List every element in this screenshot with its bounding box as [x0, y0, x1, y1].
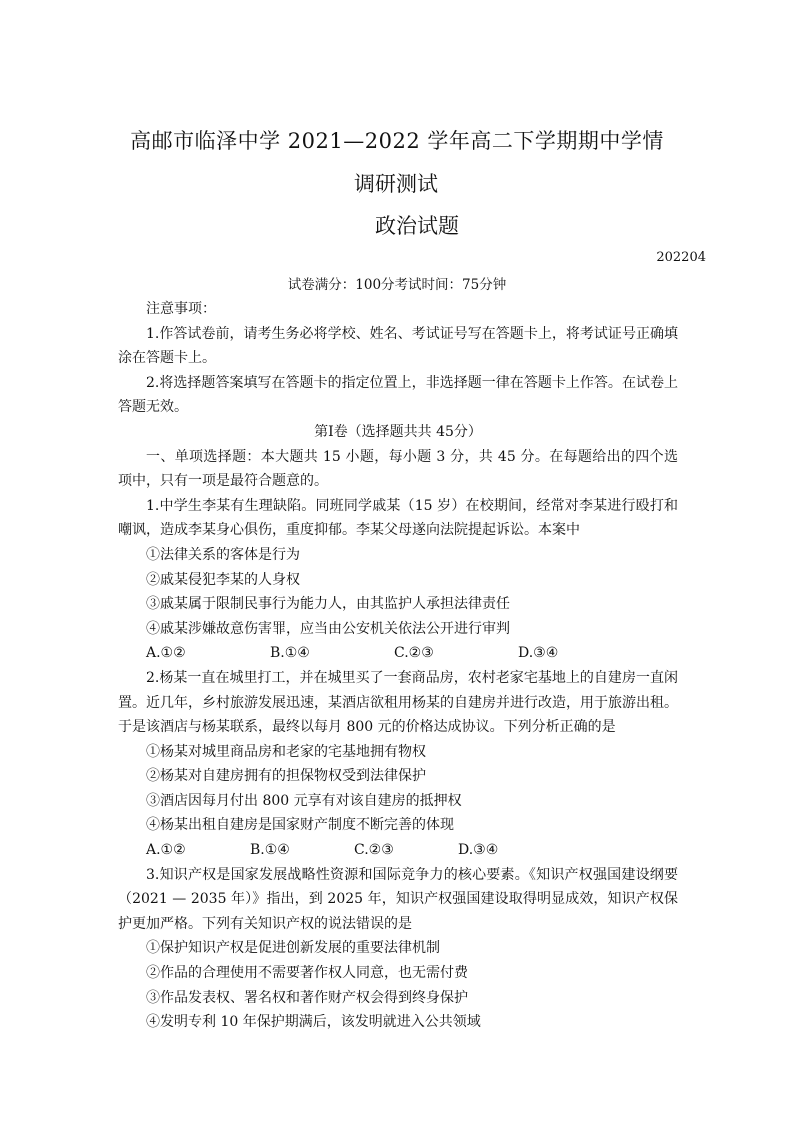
choice-d: D.③④	[518, 645, 559, 662]
choice-c: C.②③	[354, 842, 394, 859]
choice-b: B.①④	[270, 645, 310, 662]
question-statement: ④发明专利 10 年保护期满后，该发明就进入公共领域	[146, 1014, 481, 1031]
notes-heading: 注意事项：	[146, 301, 216, 317]
section-title: 第Ⅰ卷（选择题共共 45分）	[314, 423, 482, 440]
exam-title-continued: 调研测试	[354, 172, 438, 196]
question-stem: 1.中学生李某有生理缺陷。同班同学戚某（15 岁）在校期间，经常对李某进行殴打和嘲讽，造成李某身心俱伤，重度抑郁。李某父母遂向法院提起诉讼。本案中	[118, 497, 678, 539]
choice-d: D.③④	[458, 842, 499, 859]
question-stem: 3.知识产权是国家发展战略性资源和国际竞争力的核心要素。《知识产权强国建设纲要（2021 — 2035 年）》指出，到 2025 年，知识产权强国建设取得明显成效，知识产权保护更加严格。下列有关知识产权的说法错误的是	[118, 866, 678, 932]
choice-a: A.①②	[146, 842, 186, 859]
question-statement: ②戚某侵犯李某的人身权	[146, 571, 300, 588]
date-code: 202204	[656, 250, 706, 265]
question-statement: ①法律关系的客体是行为	[146, 546, 300, 563]
answer-choices	[118, 838, 678, 863]
choice-b: B.①④	[250, 842, 290, 859]
question-statement: ③戚某属于限制民事行为能力人，由其监护人承担法律责任	[146, 596, 510, 613]
question-statement: ③作品发表权、署名权和著作财产权会得到终身保护	[146, 989, 468, 1006]
question-statement: ①保护知识产权是促进创新发展的重要法律机制	[146, 940, 440, 957]
question-statement: ④戚某涉嫌故意伤害罪，应当由公安机关依法公开进行审判	[146, 620, 510, 637]
question-stem: 2.杨某一直在城里打工，并在城里买了一套商品房，农村老家宅基地上的自建房一直闲置。近几年，乡村旅游发展迅速，某酒店欲租用杨某的自建房并进行改造，用于旅游出租。于是该酒店与杨某联系，最终以每月 800 元的价格达成协议。下列分析正确的是	[118, 669, 678, 736]
exam-info: 试卷满分：100分考试时间：75分钟	[287, 277, 507, 293]
choice-c: C.②③	[394, 645, 434, 662]
answer-choices	[118, 641, 678, 666]
question-statement: ①杨某对城里商品房和老家的宅基地拥有物权	[146, 743, 426, 760]
subject-title: 政治试题	[375, 214, 459, 238]
choice-a: A.①②	[146, 645, 186, 662]
exam-title: 高邮市临泽中学 2021—2022 学年高二下学期期中学情	[130, 129, 664, 153]
exam-body	[118, 297, 678, 1035]
question-statement: ③酒店因每月付出 800 元享有对该自建房的抵押权	[146, 792, 462, 809]
note-item: 1.作答试卷前，请考生务必将学校、姓名、考试证号写在答题卡上，将考试证号正确填涂在答题卡上。	[118, 325, 678, 367]
question-statement: ②杨某对自建房拥有的担保物权受到法律保护	[146, 768, 426, 785]
question-statement: ④杨某出租自建房是国家财产制度不断完善的体现	[146, 817, 454, 834]
section-instruction: 一、单项选择题：本大题共 15 小题，每小题 3 分，共 45 分。在每题给出的四个选项中，只有一项是最符合题意的。	[118, 448, 678, 490]
question-statement: ②作品的合理使用不需要著作权人同意，也无需付费	[146, 965, 468, 982]
note-item: 2.将选择题答案填写在答题卡的指定位置上，非选择题一律在答题卡上作答。在试卷上答题无效。	[118, 374, 678, 416]
